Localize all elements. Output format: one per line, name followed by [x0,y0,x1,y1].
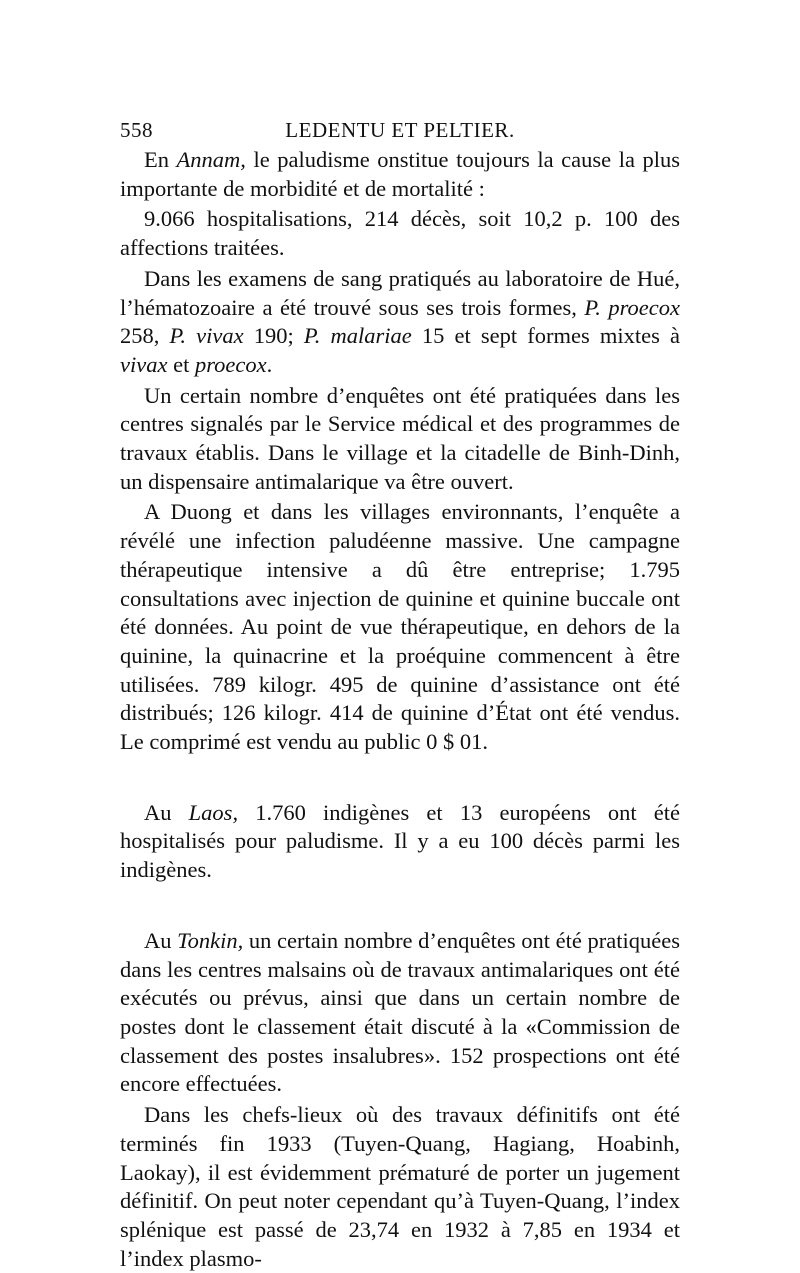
paragraph-laos: Au Laos, 1.760 indigènes et 13 européens ont été hospitalisés pour paludisme. Il y a eu 100 décès parmi les indigènes. [120,799,681,883]
paragraph-tonkin: Au Tonkin, un certain nombre d’enquêtes ont été pratiquées dans les centres malsains où de travaux antimalariques ont été exécutés ou prévus, ainsi que dans un certain nombre de postes dont le classement était discuté à la «Commission de classement des postes insalubres». 152 prospections ont été encore effectuées. [120,927,680,1097]
page-number: 558 [120,118,153,142]
paragraph-binh-dinh: Un certain nombre d’enquêtes ont été pratiquées dans les centres signalés par le Service médical et des programmes de travaux établis. Dans le village et la citadelle de Binh-Dinh, un dispensaire antimalarique va être ouvert. [120,382,680,494]
paragraph-hospitalisations: 9.066 hospitalisations, 214 décès, soit 10,2 p. 100 des affections traitées. [120,206,680,261]
paragraph-hue-laboratory: Dans les examens de sang pratiqués au laboratoire de Hué, l’hématozoaire a été trouvé sous ses trois formes, P. proecox 258, P. vivax 190; P. malariae 15 et sept formes mixtes à vivax et proecox. [120,265,680,377]
paragraph-duong: A Duong et dans les villages environnants, l’enquête a révélé une infection paludéenne massive. Une campagne thérapeutique intensive a dû être entreprise; 1.795 consultations avec injection de quinine et quinine buccale ont été données. Au point de vue thérapeutique, en dehors de la quinine, la quinacrine et la proéquine commencent à être utilisées. 789 kilogr. 495 de quinine d’assistance ont été distribués; 126 kilogr. 414 de quinine d’État ont été vendus. Le comprimé est vendu au public 0 $ 01. [120,499,680,755]
paragraph-chefs-lieux: Dans les chefs-lieux où des travaux définitifs ont été terminés fin 1933 (Tuyen-Quang, Hagiang, Hoabinh, Laokay), il est évidemment prématuré de porter un jugement définitif. On peut noter cependant qu’à Tuyen-Quang, l’index splénique est passé de 23,74 en 1932 à 7,85 en 1934 et l’index plasmo- [120,1102,680,1271]
page-header [120,118,680,146]
running-head: LEDENTU ET PELTIER. [285,118,515,142]
paragraph-annam: En Annam, le paludisme onstitue toujours la cause la plus importante de morbidité et de mortalité : [120,147,680,201]
body-text [120,146,680,1273]
